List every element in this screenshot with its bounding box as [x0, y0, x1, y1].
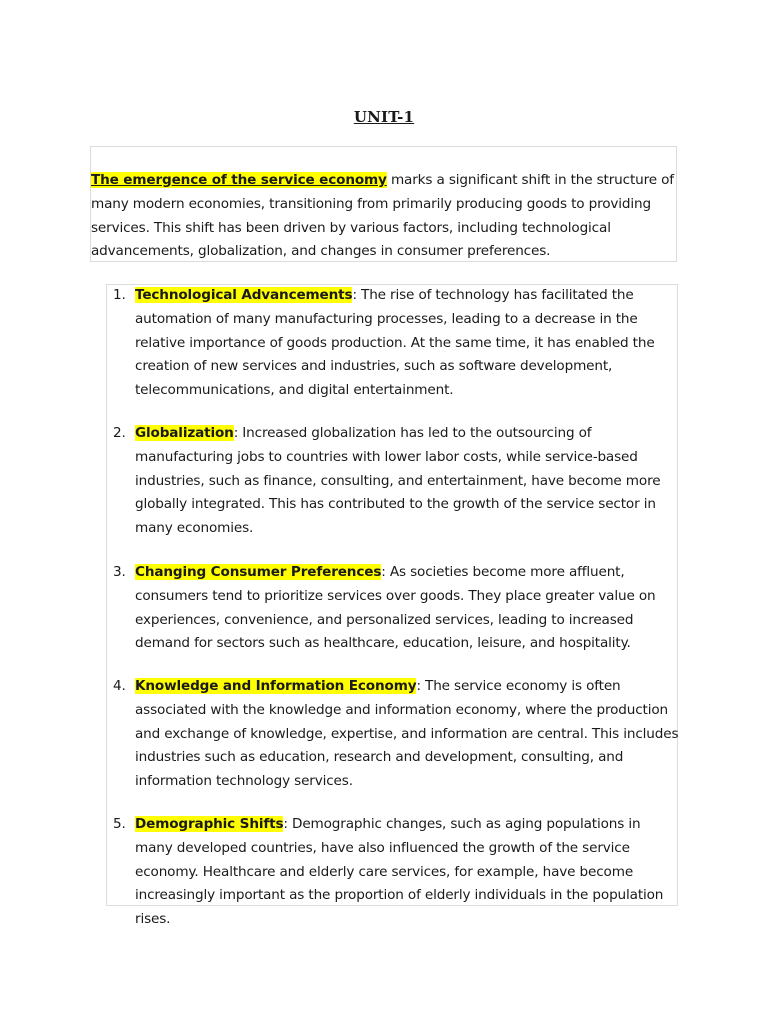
item-heading: Globalization [135, 425, 234, 441]
item-number: 3. [113, 564, 126, 580]
item-text [135, 675, 680, 794]
item-number: 4. [113, 678, 126, 694]
item-text [135, 422, 680, 541]
item-body: : The rise of technology has facilitated the automation of many manufacturing processes, leading to a decrease in the relative importance of goods production. At the same time, it has enabled the creation of new services and industries, such as software development, telecommunications, and digital entertainment. [135, 287, 655, 399]
intro-highlight: The emergence of the service economy [91, 172, 387, 188]
item-text [135, 284, 680, 403]
page-title: UNIT-1 [353, 108, 415, 126]
item-body: : Increased globalization has led to the outsourcing of manufacturing jobs to countries with lower labor costs, while service-based industries, such as finance, consulting, and entertainment, have become more globally integrated. This has contributed to the growth of the service sector in many economies. [135, 425, 661, 537]
item-text [135, 813, 680, 932]
item-body: : Demographic changes, such as aging populations in many developed countries, have also influenced the growth of the service economy. Healthcare and elderly care services, for example, have become increasingly important as the proportion of elderly individuals in the population rises. [135, 816, 664, 928]
item-heading: Demographic Shifts [135, 816, 284, 832]
item-number: 2. [113, 425, 126, 441]
item-number: 1. [113, 287, 126, 303]
item-text [135, 561, 680, 656]
item-heading: Technological Advancements [135, 287, 353, 303]
item-body: : The service economy is often associated with the knowledge and information economy, where the production and exchange of knowledge, expertise, and information are central. This includes industries such as education, research and development, consulting, and information technology services. [135, 678, 679, 790]
intro-paragraph [91, 169, 676, 264]
item-heading: Knowledge and Information Economy [135, 678, 417, 694]
item-body: : As societies become more affluent, consumers tend to prioritize services over goods. They place greater value on experiences, convenience, and personalized services, leading to increased demand for sectors such as healthcare, education, leisure, and hospitality. [135, 564, 656, 652]
item-heading: Changing Consumer Preferences [135, 564, 382, 580]
intro-body: marks a significant shift in the structure of many modern economies, transitioning from primarily producing goods to providing services. This shift has been driven by various factors, including technological advancements, globalization, and changes in consumer preferences. [91, 172, 674, 260]
item-number: 5. [113, 816, 126, 832]
